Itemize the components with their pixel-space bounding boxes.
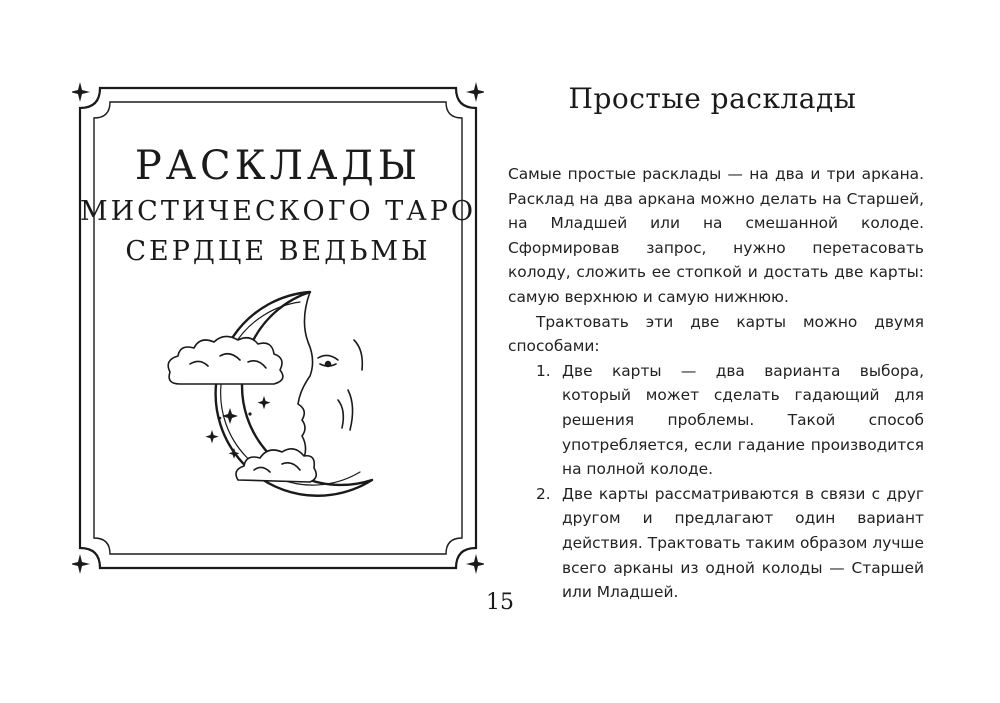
title-line-2: МИСТИЧЕСКОГО ТАРО — [79, 196, 477, 227]
paragraph-1: Самые простые расклады — на два и три аркана. Расклад на два аркана можно делать на Старшей, на Младшей или на смешанной колоде. Сформировав запрос, нужно перетасовать колоду, сложить ее стопкой и достать две карты: самую верхнюю и самую нижнюю. — [508, 165, 924, 306]
title-line-3: СЕРДЦЕ ВЕДЬМЫ — [125, 236, 431, 267]
list-item — [508, 359, 924, 482]
list-item-number: 1. — [536, 361, 551, 380]
paragraph-2: Трактовать эти две карты можно двумя способами: — [508, 312, 924, 356]
list-item-text: Две карты — два варианта выбора, который может сделать гадающий для решения проблемы. Такой способ употребляется, если гадание производится на полной колоде. — [562, 361, 924, 479]
numbered-list — [508, 359, 924, 605]
page-number: 15 — [486, 590, 514, 615]
card-title — [72, 140, 484, 272]
list-item-number: 2. — [536, 484, 551, 503]
body-text — [508, 162, 924, 605]
section-heading: Простые расклады — [568, 82, 857, 115]
crescent-moon-icon — [150, 280, 400, 510]
list-item — [508, 482, 924, 605]
title-line-1: РАСКЛАДЫ — [134, 143, 422, 189]
list-item-text: Две карты рассматриваются в связи с друг другом и предлагают один вариант действия. Трактовать таким образом лучше всего арканы из одной колоды — Старшей или Младшей. — [562, 484, 924, 602]
